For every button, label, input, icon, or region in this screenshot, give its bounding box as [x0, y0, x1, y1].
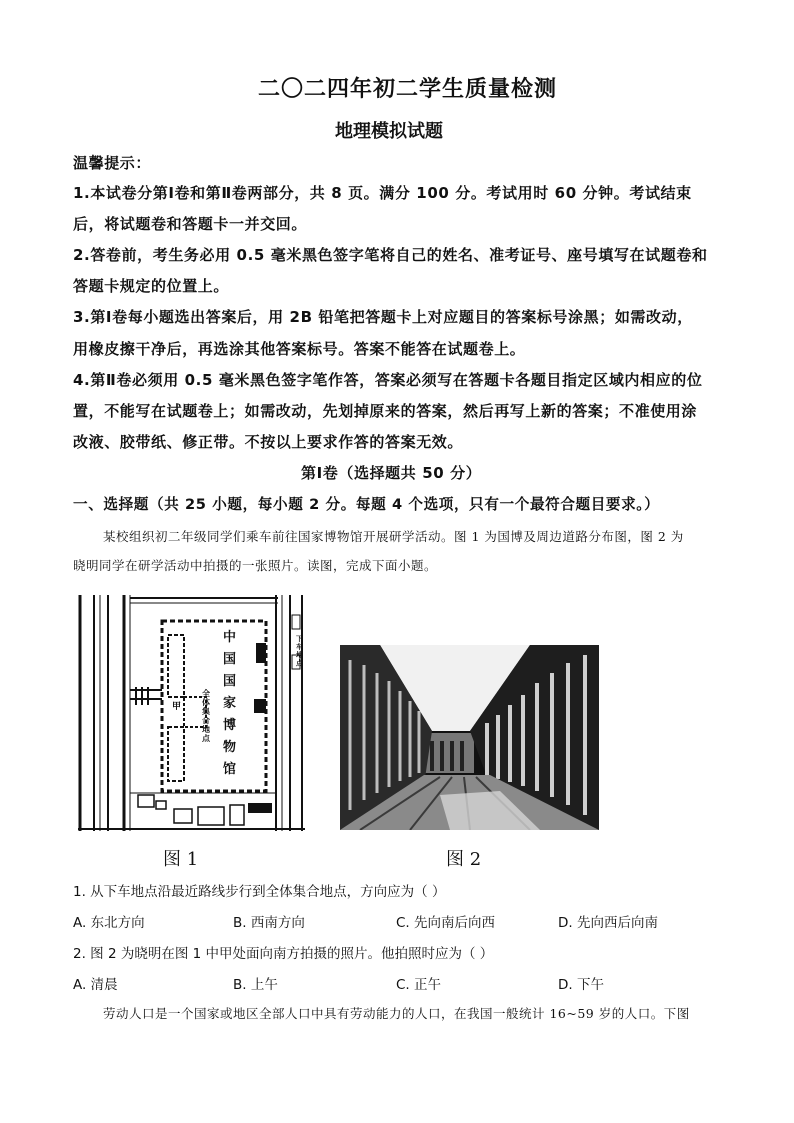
- map-char: 点: [296, 658, 303, 667]
- map-char: 地点: [202, 724, 210, 743]
- question-option: C. 先向南后向西: [396, 915, 496, 931]
- notice-heading: 温馨提示：: [73, 154, 152, 172]
- part-heading: 一、选择题（共 25 小题，每小题 2 分。每题 4 个选项，只有一个最符合题目要求。）: [73, 496, 660, 513]
- question-stem: 1. 从下车地点沿最近路线步行到全体集合地点，方向应为（ ）: [73, 884, 446, 900]
- figure-1-caption: 图 1: [163, 849, 199, 870]
- map-char: 博: [223, 718, 237, 733]
- colonnade-photo: [340, 645, 599, 830]
- map-museum-label: [223, 627, 237, 781]
- question-stem: 2. 图 2 为晓明在图 1 中甲处面向南方拍摄的照片。他拍照时应为（ ）: [73, 946, 494, 962]
- notice-line: 1.本试卷分第Ⅰ卷和第Ⅱ卷两部分，共 8 页。满分 100 分。考试用时 60 分钟。考试结束: [73, 184, 692, 202]
- intro-line: 晓明同学在研学活动中拍摄的一张照片。读图，完成下面小题。: [73, 558, 438, 573]
- notice-line: 置，不能写在试题卷上；如需改动，先划掉原来的答案，然后再写上新的答案；不准使用涂: [73, 402, 698, 420]
- question-option: B. 上午: [233, 977, 278, 993]
- map-char: 国: [223, 652, 237, 667]
- question-option: C. 正午: [396, 977, 442, 993]
- map-char: 集合: [202, 706, 210, 725]
- map-char: 国: [223, 674, 237, 689]
- question-option: A. 东北方向: [73, 915, 145, 931]
- map-char: 馆: [223, 762, 237, 777]
- map-char: 物: [223, 740, 237, 755]
- section-heading: 第Ⅰ卷（选择题共 50 分）: [301, 464, 482, 482]
- map-char: 下: [296, 634, 303, 643]
- map-char: 家: [223, 696, 237, 711]
- map-point-jia: 甲: [172, 702, 182, 712]
- map-char: 车: [296, 642, 303, 651]
- notice-line: 2.答卷前，考生务必用 0.5 毫米黑色签字笔将自己的姓名、准考证号、座号填写在试题卷和: [73, 246, 708, 264]
- next-intro-line: 劳动人口是一个国家或地区全部人口中具有劳动能力的人口，在我国一般统计 16~59 岁的人口。下图: [103, 1006, 690, 1021]
- notice-line: 用橡皮擦干净后，再选涂其他答案标号。答案不能答在试题卷上。: [73, 340, 526, 358]
- question-option: D. 下午: [558, 977, 604, 993]
- page-title: 二〇二四年初二学生质量检测: [258, 76, 558, 102]
- page-subtitle: 地理模拟试题: [335, 121, 443, 142]
- notice-line: 4.第Ⅱ卷必须用 0.5 毫米黑色签字笔作答，答案必须写在答题卡各题目指定区域内相应的位: [73, 371, 703, 389]
- notice-line: 3.第Ⅰ卷每小题选出答案后，用 2B 铅笔把答题卡上对应题目的答案标号涂黑；如需改动，: [73, 308, 693, 326]
- question-option: B. 西南方向: [233, 915, 305, 931]
- map-char: 地: [296, 650, 303, 659]
- notice-line: 后，将试题卷和答题卡一并交回。: [73, 215, 308, 233]
- map-dropoff-point: [296, 635, 304, 667]
- map-drawing: [78, 595, 305, 831]
- notice-line: 答题卡规定的位置上。: [73, 277, 230, 295]
- figure-2-photo: [340, 645, 599, 830]
- map-char: 全体: [202, 688, 210, 707]
- intro-line: 某校组织初二年级同学们乘车前往国家博物馆开展研学活动。图 1 为国博及周边道路分布图，图 2 为: [103, 529, 684, 544]
- question-option: D. 先向西后向南: [558, 915, 658, 931]
- notice-line: 改液、胶带纸、修正带。不按以上要求作答的答案无效。: [73, 433, 464, 451]
- figure-1-map: [78, 595, 305, 831]
- question-option: A. 清晨: [73, 977, 118, 993]
- map-assembly-point: [202, 689, 212, 743]
- figure-2-caption: 图 2: [446, 849, 482, 870]
- map-char: 中: [223, 630, 237, 645]
